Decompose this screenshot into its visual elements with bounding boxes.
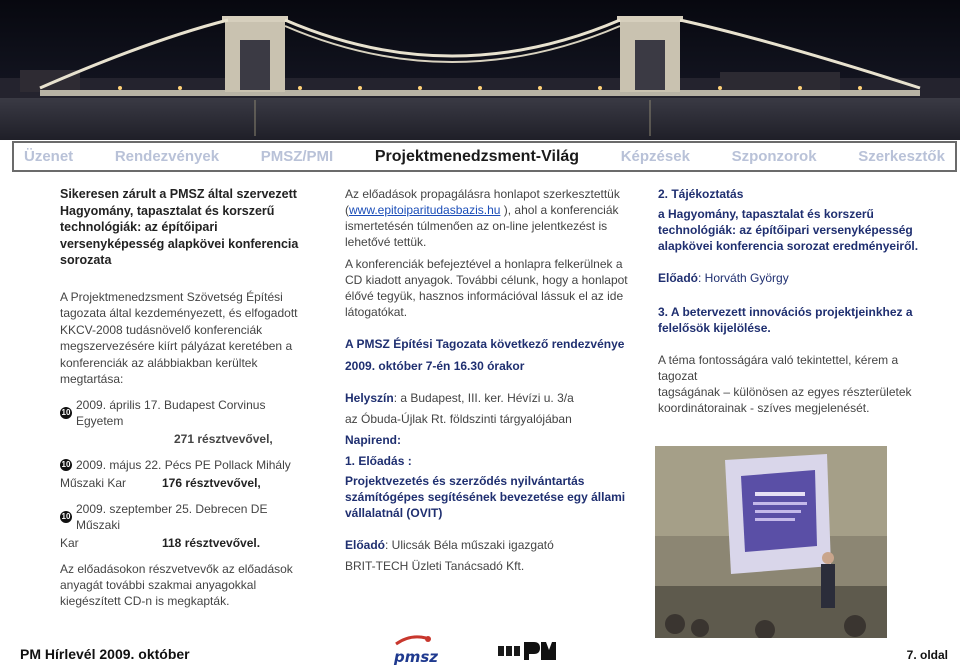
nav-item-szerkesztok[interactable]: Szerkesztők xyxy=(858,148,945,165)
agenda-label: Napirend: xyxy=(345,433,402,447)
nav-item-pmsz-pmi[interactable]: PMSZ/PMI xyxy=(260,148,334,165)
next-event-date: 2009. október 7-én 16.30 órakor xyxy=(345,359,525,373)
numbered-bullet-icon: 10 xyxy=(61,407,71,417)
agenda-item-2-title: 2. Tájékoztatás xyxy=(658,187,744,201)
cd-paragraph: A konferenciák befejeztével a honlapra felkerülnek a CD kiadott anyagok. További célunk, hogy a honlapot élővé tegyük, hasznos információval lássuk el az ide látogatókat. xyxy=(345,257,628,319)
agenda-item-3-body: A téma fontosságára való tekintettel, kérem a tagozat tagságának – különösen az egyes részterületek koordinátorainak - szíves megjelenését. xyxy=(658,353,912,415)
next-event-title: A PMSZ Építési Tagozata következő rendezvénye xyxy=(345,337,625,351)
agenda-item-3-title: 3. A betervezett innovációs projektjeinkhez a felelősök kijelölése. xyxy=(658,305,913,335)
numbered-bullet-icon: 10 xyxy=(61,459,71,469)
page-number: 7. oldal xyxy=(906,648,948,662)
website-link[interactable]: www.epitoiparitudasbazis.hu xyxy=(349,203,501,217)
nav-item-rendezvenyek[interactable]: Rendezvények xyxy=(114,148,220,165)
numbered-bullet-icon: 10 xyxy=(61,511,71,521)
agenda-item: 1. Előadás : xyxy=(345,454,412,468)
venue-line-2: az Óbuda-Újlak Rt. földszinti tárgyalójában xyxy=(345,412,572,426)
newsletter-title: PM Hírlevél 2009. október xyxy=(20,646,190,662)
event-item: 10 2009. április 17. Budapest Corvinus Egyetem 271 résztvevővel, xyxy=(61,397,273,446)
pmsz-logo: pmsz xyxy=(386,634,442,664)
header-banner-image xyxy=(0,0,960,140)
event-item: 10 2009. május 22. Pécs PE Pollack Mihály Műszaki Kar 176 résztvevővel, xyxy=(60,457,291,490)
main-navigation xyxy=(12,141,957,172)
nav-item-szponzorok[interactable]: Szponzorok xyxy=(731,148,817,165)
venue: Helyszín: a Budapest, III. ker. Hévízi u. 3/a xyxy=(345,391,574,405)
nav-item-uzenet[interactable]: Üzenet xyxy=(24,148,74,165)
pmi-logo xyxy=(498,640,556,662)
event-item: 10 2009. szeptember 25. Debrecen DE Műszaki Kar 118 résztvevővel. xyxy=(60,501,268,550)
article-column-3 xyxy=(658,186,928,416)
intro-paragraph: A Projektmenedzsment Szövetség Építési tagozata által kezdeményezett, és elfogadott KKCV-2008 tudásnövelő konferenciák megszervezésére kiírt pályázat keretében a konferenciák az alábbiakban kerültek megtartása: xyxy=(60,289,298,386)
talk-title: Projektvezetés és szerződés nyilvántartás számítógépes segítésének bevezetése egy állami vállalatnál (OVIT) xyxy=(345,474,626,520)
website-paragraph: Az előadások propagálásra honlapot szerkesztettük (www.epitoiparitudasbazis.hu ), ahol a konferenciák ismertetésén túlmenően az on-line jelentkezést is lehetővé tettük. xyxy=(345,187,620,249)
agenda-item-2-speaker: Előadó: Horváth György xyxy=(658,271,789,285)
speaker-organization: BRIT-TECH Üzleti Tanácsadó Kft. xyxy=(345,559,525,573)
closing-paragraph: Az előadásokon részvetvevők az előadások anyagát további szakmai anyagokkal kiegészített CD-n is megkapták. xyxy=(60,561,293,608)
speaker: Előadó: Ulicsák Béla műszaki igazgató xyxy=(345,538,554,552)
article-column-1 xyxy=(60,186,310,609)
article-column-2 xyxy=(345,186,630,574)
nav-item-kepzesek[interactable]: Képzések xyxy=(620,148,690,165)
article-heading: Sikeresen zárult a PMSZ által szervezett Hagyomány, tapasztalat és korszerű technológiák: az építőipari versenyképesség alapkövei konferencia sorozata xyxy=(60,187,299,267)
agenda-item-2-body: a Hagyomány, tapasztalat és korszerű technológiák: az építőipari versenyképesség alapkövei konferencia sorozat eredményeiről. xyxy=(658,207,919,253)
nav-item-projektmenedzsment-vilag[interactable]: Projektmenedzsment-Világ xyxy=(374,147,580,165)
conference-photo xyxy=(655,446,887,638)
